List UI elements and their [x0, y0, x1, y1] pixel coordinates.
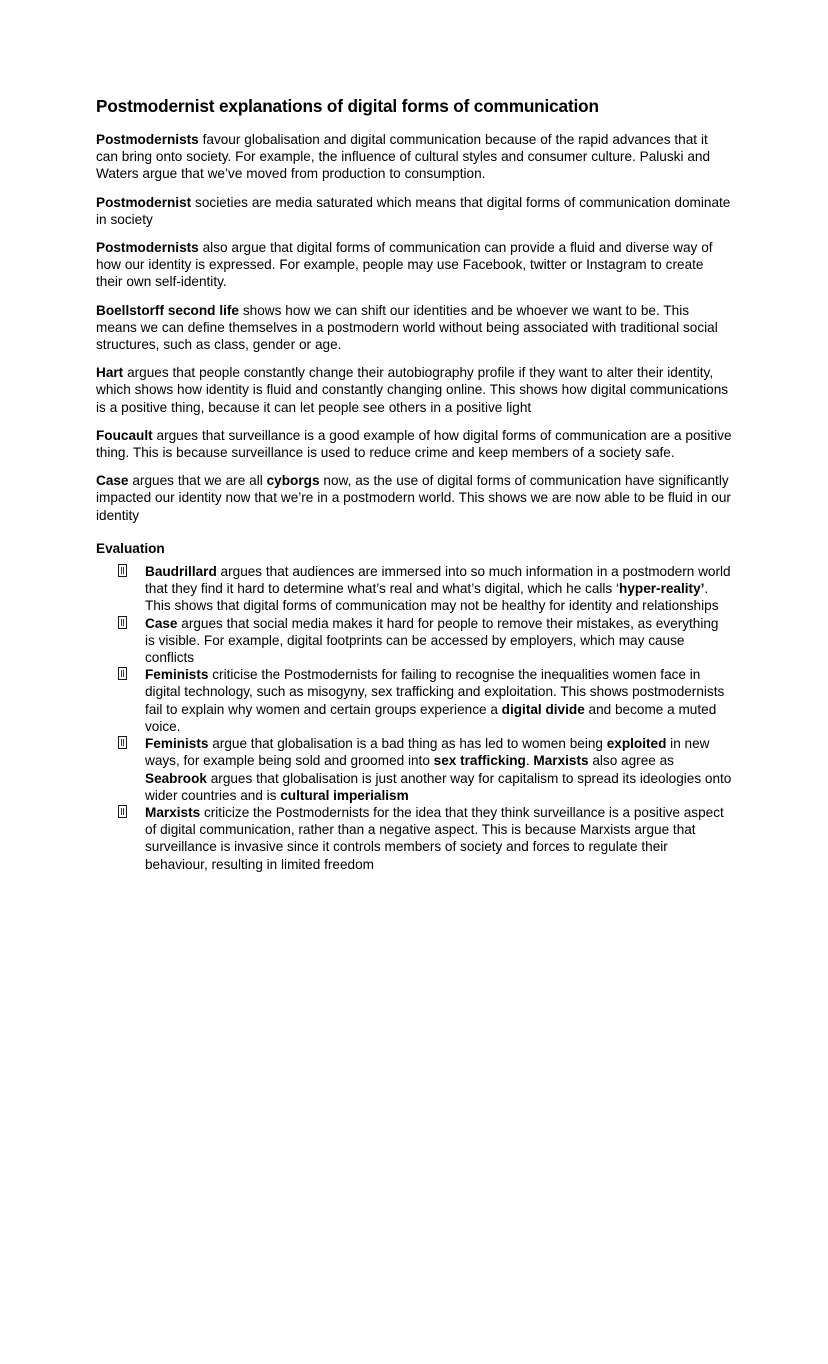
emphasis-run: cyborgs [266, 473, 320, 489]
emphasis-run: Seabrook [145, 770, 207, 786]
paragraph [96, 131, 732, 183]
bullet-marker-icon [118, 564, 127, 577]
bullet-marker-icon [118, 616, 127, 629]
text-run: . This shows that digital forms of communication may not be healthy for identity and relationships [145, 581, 719, 614]
text-run: argues that globalisation is just another way for capitalism to spread its ideologies onto wider countries and is [145, 770, 732, 803]
emphasis-run: exploited [606, 736, 667, 752]
bullet-marker-icon [118, 667, 127, 680]
list-item [96, 563, 732, 615]
bullet-marker-icon [118, 736, 127, 749]
text-run: in new ways, for example being sold and groomed into [145, 736, 710, 769]
emphasis-run: Feminists [145, 736, 209, 752]
bullet-marker-icon [118, 805, 127, 818]
list-item-text [145, 563, 732, 615]
list-item-text [145, 804, 732, 873]
emphasis-run: Baudrillard [145, 564, 217, 580]
emphasis-run: Marxists [533, 753, 589, 769]
list-item [96, 804, 732, 873]
text-run: . [525, 753, 534, 769]
list-item-text [145, 735, 732, 804]
paragraph [96, 194, 732, 228]
text-run: argue that globalisation is a bad thing as has led to women being [208, 736, 607, 752]
paragraph [96, 472, 732, 524]
text-run: also agree as [588, 753, 674, 769]
text-run: and become a muted voice. [145, 701, 717, 734]
list-item-text [145, 666, 732, 735]
emphasis-run: Postmodernist [96, 194, 192, 210]
emphasis-run: digital divide [501, 701, 585, 717]
text-run: argues that social media makes it hard for people to remove their mistakes, as everything is visible. For example, digital footprints can be accessed by employers, which may cause conflicts [145, 615, 719, 666]
emphasis-run: Foucault [96, 427, 153, 443]
text-run: now, as the use of digital forms of communication have significantly impacted our identity now that we’re in a postmodern world. This shows we are now able to be fluid in our identity [96, 473, 731, 523]
list-item [96, 735, 732, 804]
emphasis-run: sex trafficking [433, 753, 526, 769]
page-title: Postmodernist explanations of digital forms of communication [96, 96, 599, 116]
list-item [96, 615, 732, 667]
emphasis-run: Feminists [145, 667, 209, 683]
evaluation-bullet-list [96, 563, 732, 873]
emphasis-run: Case [96, 473, 129, 489]
text-run: favour globalisation and digital communication because of the rapid advances that it can bring onto society. For example, the influence of cultural styles and consumer culture. Paluski and Waters argue that we’ve moved from production to consumption. [96, 132, 711, 182]
document-body [96, 96, 732, 873]
emphasis-run: Boellstorff second life [96, 302, 239, 318]
emphasis-run: Postmodernists [96, 240, 199, 256]
emphasis-run: hyper-reality’ [619, 581, 705, 597]
text-run: criticize the Postmodernists for the idea that they think surveillance is a positive aspect of digital communication, rather than a negative aspect. This is because Marxists argue that surveillance is invasive since it controls members of society and forces to regulate their behaviour, resulting in limited freedom [145, 804, 724, 872]
emphasis-run: Marxists [145, 804, 201, 820]
text-run: argues that we are all [128, 473, 267, 489]
paragraph [96, 364, 732, 416]
emphasis-run: cultural imperialism [280, 787, 409, 803]
emphasis-run: Case [145, 615, 178, 631]
text-run: argues that people constantly change their autobiography profile if they want to alter their identity, which shows how identity is fluid and constantly changing online. This shows how digital communications is a positive thing, because it can let people see others in a positive light [96, 365, 729, 415]
text-run: also argue that digital forms of communication can provide a fluid and diverse way of how our identity is expressed. For example, people may use Facebook, twitter or Instagram to create their own self-identity. [96, 240, 713, 290]
emphasis-run: Hart [96, 365, 124, 381]
paragraph [96, 427, 732, 461]
text-run: argues that surveillance is a good example of how digital forms of communication are a positive thing. This is because surveillance is used to reduce crime and keep members of a society safe. [96, 427, 732, 461]
paragraph [96, 302, 732, 354]
text-run: criticise the Postmodernists for failing to recognise the inequalities women face in digital technology, such as misogyny, sex trafficking and exploitation. This shows postmodernists fail to explain why women and certain groups experience a [145, 667, 725, 717]
paragraph [96, 239, 732, 291]
text-run: shows how we can shift our identities and be whoever we want to be. This means we can define themselves in a postmodern world without being associated with traditional social structures, such as class, gender or age. [96, 302, 718, 353]
text-run: societies are media saturated which means that digital forms of communication dominate in society [96, 194, 731, 227]
list-item [96, 666, 732, 735]
emphasis-run: Postmodernists [96, 132, 199, 147]
paragraph-list [96, 131, 732, 524]
evaluation-heading: Evaluation [96, 540, 165, 556]
text-run: argues that audiences are immersed into so much information in a postmodern world that they find it hard to determine what’s real and what’s digital, which he calls ‘ [145, 564, 731, 597]
list-item-text [145, 615, 732, 667]
